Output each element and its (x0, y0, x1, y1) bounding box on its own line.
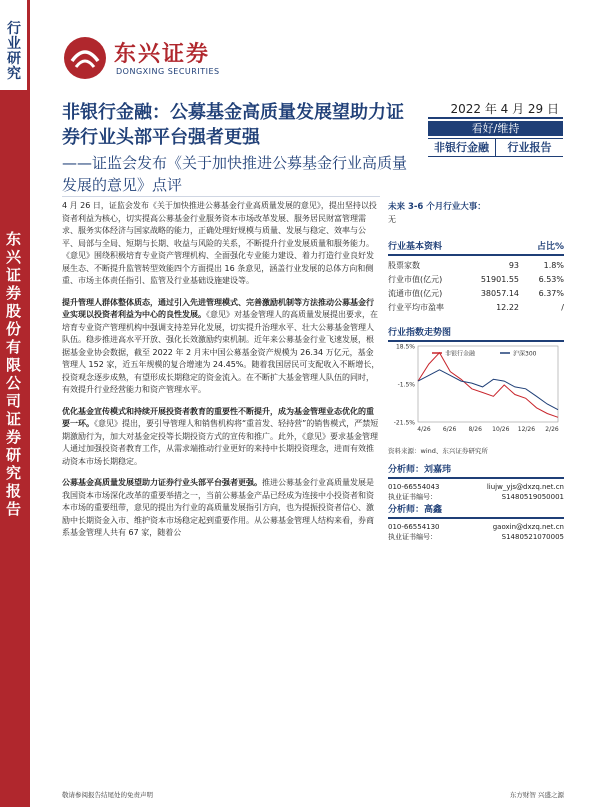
row-pct: 6.37% (538, 289, 564, 298)
row-value: 12.22 (496, 303, 519, 312)
x-tick-label: 12/26 (517, 426, 536, 433)
page-footer (62, 790, 564, 799)
analyst-cert (388, 492, 564, 502)
report-subtitle: ——证监会发布《关于加快推进公募基金行业高质量发展的意见》点评 (62, 154, 408, 194)
chart-plot-frame (418, 346, 558, 422)
report-title: 非银行金融：公募基金高质量发展望助力证券行业头部平台强者更强 (62, 102, 404, 148)
y-tick-label: -1.5% (397, 381, 415, 389)
x-tick-label: 2/26 (545, 426, 559, 433)
table-row (388, 287, 564, 301)
analyst-name: 分析师：高鑫 (388, 502, 564, 519)
basic-info-title: 行业基本资料 (388, 242, 443, 252)
table-row (388, 273, 564, 287)
sidebar-main-label: 东兴证券股份有限公司证券研究报告 (6, 230, 22, 518)
analyst-cert (388, 532, 564, 542)
footer-slogan: 东方财智 兴盛之源 (509, 791, 564, 799)
row-value: 93 (508, 261, 519, 270)
chart-source: 资料来源：wind、东兴证券研究所 (388, 447, 488, 455)
tag-industry: 非银行金融 (434, 141, 489, 154)
legend-label: 非银行金融 (445, 350, 476, 358)
forecast-title: 未来 3-6 个月行业大事： (388, 202, 486, 212)
sidebar (0, 0, 30, 807)
y-tick-label: 18.5% (395, 343, 415, 351)
x-tick-label: 10/26 (492, 426, 510, 433)
table-row (388, 301, 564, 315)
analyst-cert-number: S1480519050001 (501, 493, 564, 501)
x-tick-label: 6/26 (442, 426, 457, 433)
report-meta-box (428, 100, 563, 157)
body-text (62, 196, 380, 549)
row-key: 行业平均市盈率 (388, 303, 444, 312)
analyst-name: 分析师：刘嘉玮 (388, 462, 564, 479)
row-key: 行业市值(亿元) (388, 275, 443, 284)
row-key: 股票家数 (388, 261, 420, 270)
analyst-block-1 (388, 462, 564, 502)
basic-info-table (388, 259, 564, 315)
legend-label: 沪深300 (513, 350, 537, 358)
basic-info-header (388, 239, 564, 256)
footer-disclaimer: 敬请参阅报告结尾处的免责声明 (62, 791, 153, 799)
paragraph-4-lead: 公募基金高质量发展望助力证券行业头部平台强者更强。 (62, 478, 262, 487)
analyst-phone: 010-66554130 (388, 523, 440, 531)
x-tick-label: 4/26 (417, 426, 431, 433)
industry-index-chart (388, 338, 564, 444)
sidebar-top-label: 行业研究 (7, 21, 21, 82)
company-logo (62, 35, 262, 85)
report-tags (428, 138, 563, 157)
analyst-cert-label: 执业证书编号： (388, 493, 437, 501)
analyst-cert-number: S1480521070005 (501, 533, 564, 541)
report-date: 2022 年 4 月 29 日 (450, 102, 559, 116)
table-row (388, 259, 564, 273)
row-key: 流通市值(亿元) (388, 289, 443, 298)
paragraph-3-text: 《意见》提出，要引导管理人和销售机构将“重首发、轻持营”的销售模式，严禁短期激励行为，加大对基金定投等长期投资方式的宣传和推广。此外，《意见》要求基金管理人通过加强投资者教育工作，从需求端推动行业更好的来持中长期投资理念，进而有效推动资本市场长期稳定。 (62, 419, 379, 466)
x-tick-label: 8/26 (468, 426, 482, 433)
analyst-block-2 (388, 502, 564, 542)
analyst-email[interactable]: gaoxin@dxzq.net.cn (492, 523, 564, 531)
row-pct: / (561, 303, 564, 312)
paragraph-3-lead: 优化基金宣传模式和持续开展投资者教育的重要性不断提升，成为基金管理业态优化的重要一环。 (62, 406, 374, 428)
row-value: 51901.55 (480, 275, 519, 284)
forecast-value: 无 (388, 215, 396, 224)
sidebar-red-band (0, 90, 30, 807)
series-line-industry (418, 353, 558, 418)
analyst-phone: 010-66554043 (388, 483, 440, 491)
paragraph-4 (62, 477, 380, 540)
paragraph-2-lead: 提升管理人群体整体质态，通过引入先进管理模式、完善激励机制等方法推动公募基金行业实现以投资者利益为中心的良性发展。 (62, 297, 374, 319)
series-line-hs300 (418, 370, 558, 410)
analyst-email[interactable]: liujw_yjs@dxzq.net.cn (486, 483, 564, 491)
row-pct: 6.53% (538, 275, 564, 284)
logo-text-en: DONGXING SECURITIES (116, 67, 220, 76)
paragraph-1: 4 月 26 日，证监会发布《关于加快推进公募基金行业高质量发展的意见》，提出坚持以投资者利益为核心，切实提高公募基金行业服务资本市场改革发展、服务居民财富管理需求、服务实体经济与国家战略的能力，正确处理好规模与质量、发展与稳定、效率与公平、局部与全局、短期与长期、收益与风险的关系，不断提升行业发展质量和服务能力。《意见》围绕积极培育专业资产管理机构、全面强化专业能力建设、着力打造行业良好发展生态、不断提升监管转型效能四个方面提出 16 条意见，涵盖行业发展的总体方向和侧重、市场主体责任指引、监管及行业基础设施建设等。 (62, 201, 377, 285)
tag-report-type: 行业报告 (495, 139, 563, 156)
sidebar-top (0, 0, 30, 90)
rating-badge: 看好/维持 (428, 121, 563, 136)
analyst-contact (388, 522, 564, 532)
paragraph-4-text: 推进公募基金行业高质量发展是我国资本市场深化改革的重要举措之一，当前公募基金产品已经成为连接中小投资者和资本市场的重要纽带，意见的提出为行业的高质量发展指引方向，也为提振投资者信心、激励中长期资金入市、维护资本市场稳定起到重要作用。从公募基金管理人结构来看，券商系基金管理人共有 67 家，随着公 (62, 478, 374, 537)
row-value: 38057.14 (480, 289, 519, 298)
analyst-cert-label: 执业证书编号： (388, 533, 437, 541)
y-tick-label: -21.5% (393, 419, 415, 427)
basic-info-pct-label: 占比% (536, 242, 564, 252)
paragraph-2-text: 《意见》对基金管理人的高质量发展提出要求，在培育专业资产管理机构中强调支持差异化发展，切实提升治理水平、壮大公募基金管理人队伍。稳步推进高水平开放、强化长效激励约束机制。近年来公募基金行业飞速发展，根据基金业协会数据，截至 2022 年 2 月末中国公募基金资产规模为 26.34 万亿元，基金管理人 152 家，近五年规模的复合增速为 24.45%。随着我国居民可支配收入不断增长，投资观念逐步成熟，有望形成长期稳定的资金流入。在不断扩大基金管理人队伍的同时，有效提升行业经营能力和资产管理水平。 (62, 310, 380, 394)
logo-text-cn: 东兴证券 (114, 42, 211, 67)
paragraph-2 (62, 297, 380, 397)
row-pct: 1.8% (543, 261, 564, 270)
logo-mark-icon (62, 35, 108, 81)
paragraph-3 (62, 406, 380, 469)
right-panel (388, 200, 564, 342)
analyst-contact (388, 482, 564, 492)
divider (428, 117, 563, 119)
index-chart-title: 行业指数走势图 (388, 325, 564, 342)
